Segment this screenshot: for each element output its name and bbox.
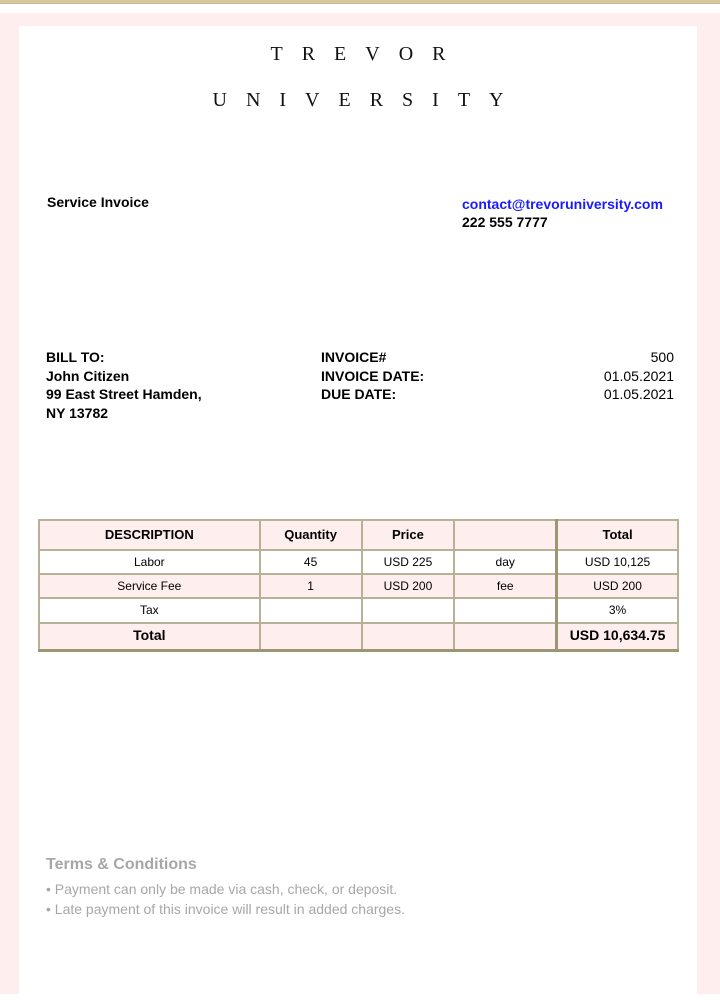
invoice-date-value: 01.05.2021 — [603, 367, 674, 384]
invoice-meta-values — [539, 348, 674, 404]
cell-quantity — [260, 598, 362, 623]
cell-total-label: Total — [39, 623, 260, 650]
table-header-row — [39, 520, 678, 550]
invoice-date-label: INVOICE DATE: — [321, 367, 425, 384]
table-row — [39, 598, 678, 623]
cell-empty — [362, 623, 455, 650]
cell-grand-total: USD 10,634.75 — [557, 623, 678, 650]
table-row — [39, 550, 678, 574]
window-top-border — [0, 0, 720, 4]
header-description: DESCRIPTION — [39, 520, 260, 550]
cell-quantity: 45 — [260, 550, 362, 574]
cell-description: Service Fee — [39, 574, 260, 598]
invoice-meta-labels — [321, 348, 424, 404]
cell-description: Labor — [39, 550, 260, 574]
table-row — [39, 574, 678, 598]
cell-price: USD 200 — [362, 574, 455, 598]
cell-quantity: 1 — [260, 574, 362, 598]
university-name-line2: UNIVERSITY — [212, 89, 523, 111]
terms-item: • Late payment of this invoice will result in added charges. — [46, 900, 405, 917]
terms-list — [46, 880, 405, 919]
customer-address-line1: 99 East Street Hamden, — [46, 386, 202, 402]
line-items-table — [38, 519, 679, 652]
terms-title: Terms & Conditions — [46, 856, 197, 873]
cell-description: Tax — [39, 598, 260, 623]
terms-item: • Payment can only be made via cash, check, or deposit. — [46, 881, 398, 897]
cell-price: USD 225 — [362, 550, 455, 574]
header-price: Price — [362, 520, 455, 550]
invoice-page — [19, 26, 697, 1000]
cell-tax-rate: 3% — [557, 598, 678, 623]
document-type: Service Invoice — [47, 194, 149, 210]
table-total-row — [39, 623, 678, 650]
cell-total: USD 200 — [557, 574, 678, 598]
cell-unit: fee — [454, 574, 556, 598]
cell-empty — [454, 623, 556, 650]
cell-total: USD 10,125 — [557, 550, 678, 574]
university-name-line1: TREVOR — [270, 43, 465, 65]
customer-name: John Citizen — [46, 367, 130, 384]
due-date-value: 01.05.2021 — [603, 386, 674, 402]
header-unit — [454, 520, 556, 550]
cell-unit: day — [454, 550, 556, 574]
cell-price — [362, 598, 455, 623]
header-quantity: Quantity — [260, 520, 362, 550]
invoice-number-value: 500 — [650, 349, 674, 365]
header-total: Total — [557, 520, 678, 550]
cell-unit — [454, 598, 556, 623]
contact-phone: 222 555 7777 — [462, 214, 548, 230]
cell-empty — [260, 623, 362, 650]
bill-to-label: BILL TO: — [46, 349, 105, 365]
customer-address-line2: NY 13782 — [46, 404, 109, 421]
invoice-number-label: INVOICE# — [321, 349, 387, 365]
contact-email-link[interactable]: contact@trevoruniversity.com — [462, 196, 663, 212]
due-date-label: DUE DATE: — [321, 386, 397, 402]
bill-to-block — [46, 348, 202, 422]
